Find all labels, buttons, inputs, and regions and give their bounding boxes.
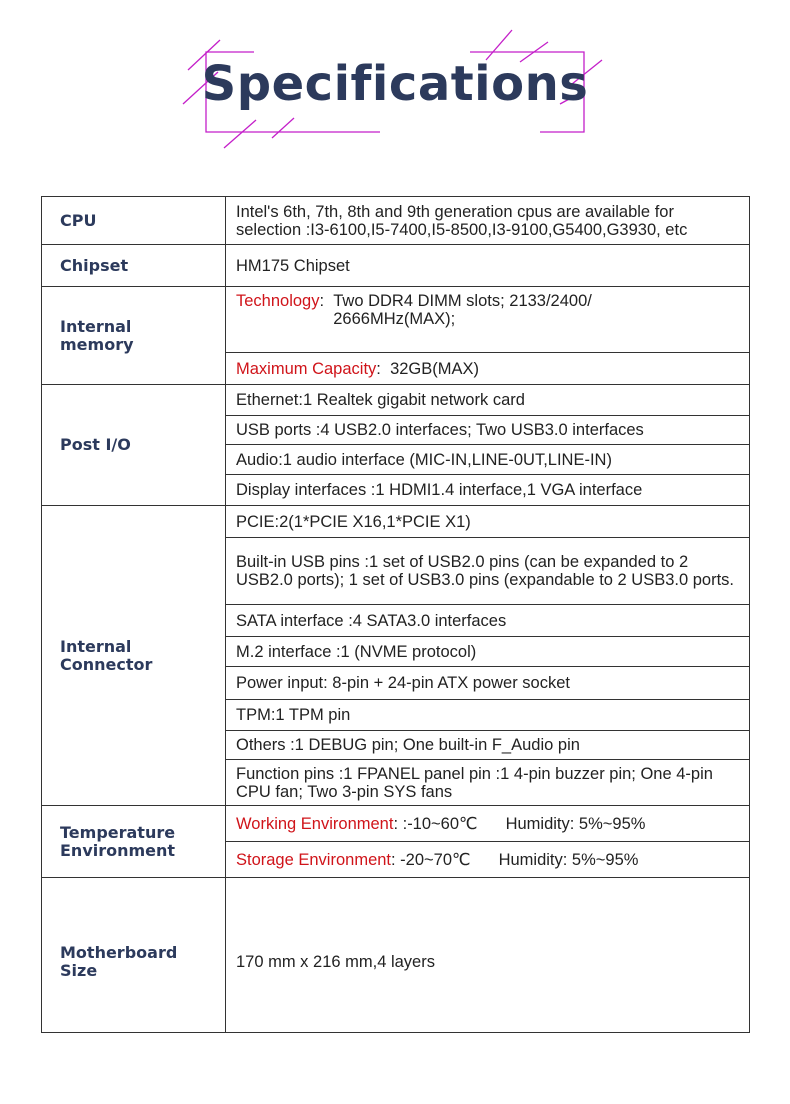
table-row: [42, 197, 750, 245]
storage-key: Storage Environment: [236, 850, 392, 869]
table-row: [42, 287, 750, 353]
spec-value-post-io: Ethernet:1 Realtek gigabit network card: [226, 385, 750, 416]
table-row: [42, 806, 750, 842]
capacity-key: Maximum Capacity: [236, 359, 377, 378]
storage-humidity: Humidity: 5%~95%: [498, 850, 639, 869]
table-row: [42, 506, 750, 538]
table-row: [42, 878, 750, 1033]
technology-sep: :: [319, 292, 325, 310]
spec-value-cpu: Intel's 6th, 7th, 8th and 9th generation cpus are available for selection :I3-6100,I5-7400,I5-8500,I3-9100,G5400,G3930, etc: [226, 197, 750, 245]
spec-value-connector: Power input: 8-pin + 24-pin ATX power socket: [226, 667, 750, 700]
spec-value-memory-technology: [226, 287, 750, 353]
spec-value-post-io: Display interfaces :1 HDMI1.4 interface,1 VGA interface: [226, 475, 750, 506]
working-humidity: Humidity: 5%~95%: [505, 814, 646, 833]
spec-label-temperature: Temperature Environment: [42, 806, 226, 878]
technology-value: Two DDR4 DIMM slots; 2133/2400/ 2666MHz(MAX);: [333, 292, 592, 328]
title-banner: [0, 0, 790, 160]
spec-value-connector: Built-in USB pins :1 set of USB2.0 pins (can be expanded to 2 USB2.0 ports); 1 set of USB3.0 pins (expandable to 2 USB3.0 ports.: [226, 538, 750, 605]
spec-label-post-io: Post I/O: [42, 385, 226, 506]
storage-value: : -20~70℃: [391, 850, 471, 869]
spec-value-chipset: HM175 Chipset: [226, 245, 750, 287]
spec-value-storage-environment: [226, 842, 750, 878]
page-title: Specifications: [201, 56, 589, 112]
spec-value-post-io: Audio:1 audio interface (MIC-IN,LINE-0UT,LINE-IN): [226, 445, 750, 475]
spec-table: [41, 196, 750, 1033]
spec-value-connector: SATA interface :4 SATA3.0 interfaces: [226, 605, 750, 637]
capacity-sep: :: [376, 359, 381, 378]
spec-value-working-environment: [226, 806, 750, 842]
spec-value-size: 170 mm x 216 mm,4 layers: [226, 878, 750, 1033]
spec-label-size: Motherboard Size: [42, 878, 226, 1033]
table-row: [42, 245, 750, 287]
spec-value-connector: PCIE:2(1*PCIE X16,1*PCIE X1): [226, 506, 750, 538]
spec-label-memory: Internal memory: [42, 287, 226, 385]
spec-value-connector: Others :1 DEBUG pin; One built-in F_Audio pin: [226, 731, 750, 760]
spec-label-connector: Internal Connector: [42, 506, 226, 806]
spec-label-cpu: CPU: [42, 197, 226, 245]
working-value: : :-10~60℃: [393, 814, 478, 833]
capacity-value: 32GB(MAX): [390, 359, 479, 378]
working-key: Working Environment: [236, 814, 394, 833]
spec-value-connector: M.2 interface :1 (NVME protocol): [226, 637, 750, 667]
spec-label-chipset: Chipset: [42, 245, 226, 287]
technology-key: Technology: [236, 292, 320, 310]
spec-value-memory-capacity: [226, 353, 750, 385]
spec-value-post-io: USB ports :4 USB2.0 interfaces; Two USB3.0 interfaces: [226, 416, 750, 445]
spec-value-connector: Function pins :1 FPANEL panel pin :1 4-pin buzzer pin; One 4-pin CPU fan; Two 3-pin SYS fans: [226, 760, 750, 806]
spec-value-connector: TPM:1 TPM pin: [226, 700, 750, 731]
table-row: [42, 385, 750, 416]
